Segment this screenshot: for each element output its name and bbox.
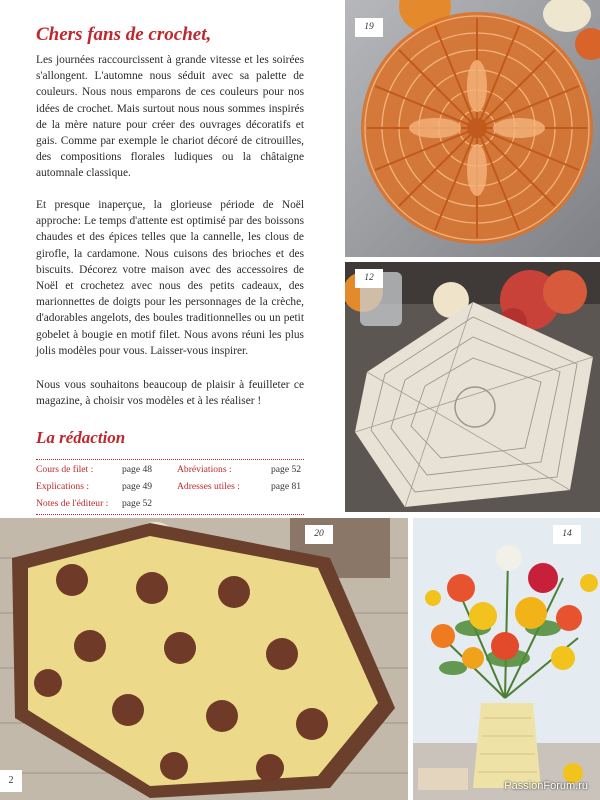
photo-number-badge: 20 — [305, 525, 333, 544]
page-title: Chers fans de crochet, — [36, 24, 212, 45]
signature: La rédaction — [36, 428, 126, 447]
photo-number-badge: 19 — [355, 18, 383, 37]
toc-page: page 81 — [271, 481, 302, 492]
toc-divider-bottom — [36, 514, 304, 515]
photo-number-badge: 14 — [553, 525, 581, 544]
flower-bouquet-vase-icon — [413, 518, 600, 800]
yellow-brown-oval-doily-icon — [0, 518, 408, 800]
page-number: 2 — [0, 770, 22, 792]
intro-paragraph-3: Nous vous souhaitons beaucoup de plaisir à feuilleter ce magazine, à choisir vos modèles et à les réaliser ! — [36, 379, 304, 408]
toc-row — [36, 498, 306, 515]
photo-number-badge: 12 — [355, 269, 383, 288]
flowers-photo — [413, 518, 600, 800]
intro-paragraph-2: Et presque inaperçue, la glorieuse période de Noël approche: Le temps d'attente est optimisé par des boissons chaudes et des épices telles que la cannelle, les clous de girofle, la cardamone. Nous cuisons des brioches et des biscuits. Décorez votre maison avec des accessoires de Noël et crochetez avec nous des petits cadeaux, des marionnettes de doigts pour les personnages de la crèche, d'adorables angelots, des boules traditionnelles ou un petit gobelet à bougie en motif filet. Nous avons réuni les plus jolis modèles pour vous. Laisser-vous inspirer. — [36, 199, 304, 357]
toc-page: page 52 — [271, 464, 302, 475]
toc-row — [36, 464, 306, 481]
white-square-doily-icon — [345, 262, 600, 512]
toc-label: Notes de l'éditeur : — [36, 498, 109, 509]
intro-paragraph-1: Les journées raccourcissent à grande vitesse et les soirées s'allongent. L'automne nous séduit avec sa palette de couleurs. Nous nous emparons de ces couleurs pour nos idées de crochet. Mais surtout nous nous sommes inspirés de la mère nature pour créer des ouvrages décoratifs et gais. Comme par exemple le chariot décoré de citrouilles, des compositions florales ludiques ou la châtaigne automnale classique. — [36, 54, 304, 180]
orange-round-doily-icon — [345, 0, 600, 257]
toc-row — [36, 481, 306, 498]
table-of-contents — [36, 464, 306, 515]
toc-divider-top — [36, 459, 304, 460]
toc-page: page 49 — [122, 481, 153, 492]
white-doily-photo — [345, 262, 600, 512]
toc-label: Abréviations : — [177, 464, 232, 475]
watermark: PassionForum.ru — [504, 780, 588, 792]
toc-label: Adresses utiles : — [177, 481, 240, 492]
yellow-doily-photo — [0, 518, 408, 800]
orange-doily-photo — [345, 0, 600, 257]
toc-label: Explications : — [36, 481, 90, 492]
toc-page: page 48 — [122, 464, 153, 475]
toc-label: Cours de filet : — [36, 464, 94, 475]
toc-page: page 52 — [122, 498, 153, 509]
